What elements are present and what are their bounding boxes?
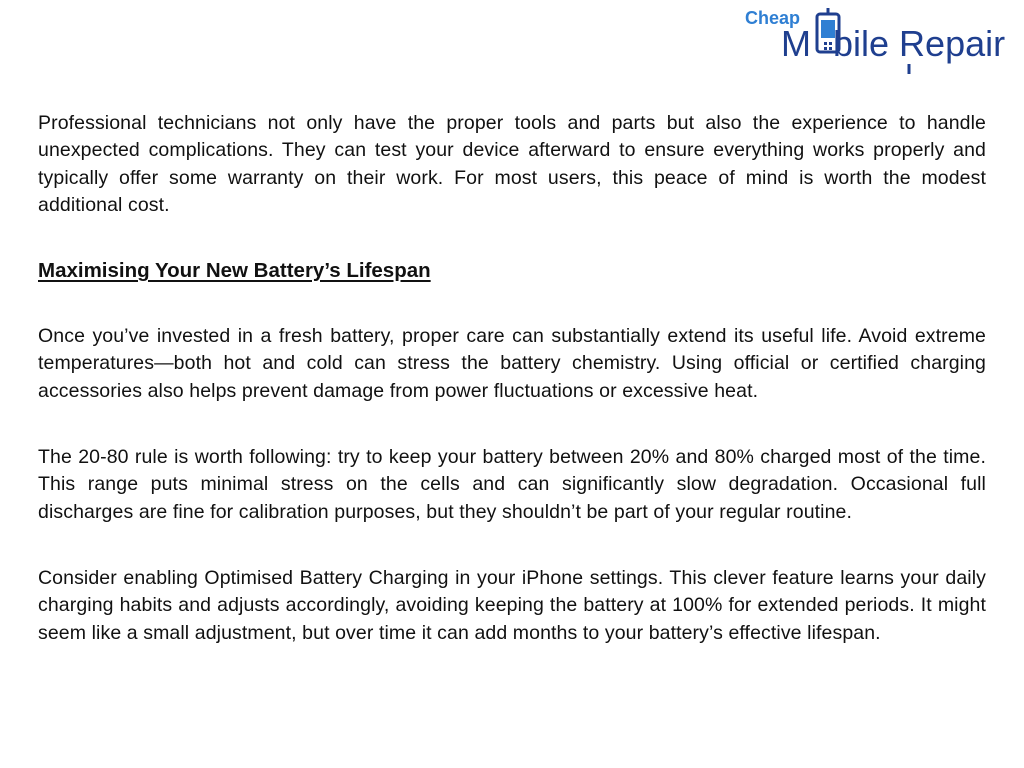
paragraph-professional-technicians: Professional technicians not only have the proper tools and parts but also the experience to handle unexpected complications. They can test your device afterward to ensure everything works properly and typically offer some warranty on their work. For most users, this peace of mind is worth the modest additional cost. <box>38 112 986 216</box>
logo-text-cheap: Cheap <box>745 8 801 28</box>
logo-text-main: M bile Repair <box>781 23 1006 64</box>
section-heading-battery-lifespan: Maximising Your New Battery’s Lifespan <box>38 259 431 283</box>
article-content <box>38 110 986 647</box>
paragraph-20-80-rule: The 20-80 rule is worth following: try to keep your battery between 20% and 80% charged most of the time. This range puts minimal stress on the cells and can significantly slow degradation. Occasional full discharges are fine for calibration purposes, but they shouldn’t be part of your regular routine. <box>38 446 986 523</box>
paragraph-battery-care: Once you’ve invested in a fresh battery, proper care can substantially extend its useful life. Avoid extreme temperatures—both hot and cold can stress the battery chemistry. Using official or certified charging accessories also helps prevent damage from power fluctuations or excessive heat. <box>38 325 986 402</box>
site-logo[interactable] <box>745 6 1020 76</box>
paragraph-optimised-charging: Consider enabling Optimised Battery Charging in your iPhone settings. This clever feature learns your daily charging habits and adjusts accordingly, avoiding keeping the battery at 100% for extended periods. It might seem like a small adjustment, but over time it can add months to your battery’s effective lifespan. <box>38 566 986 644</box>
logo-graphic <box>745 6 1020 76</box>
